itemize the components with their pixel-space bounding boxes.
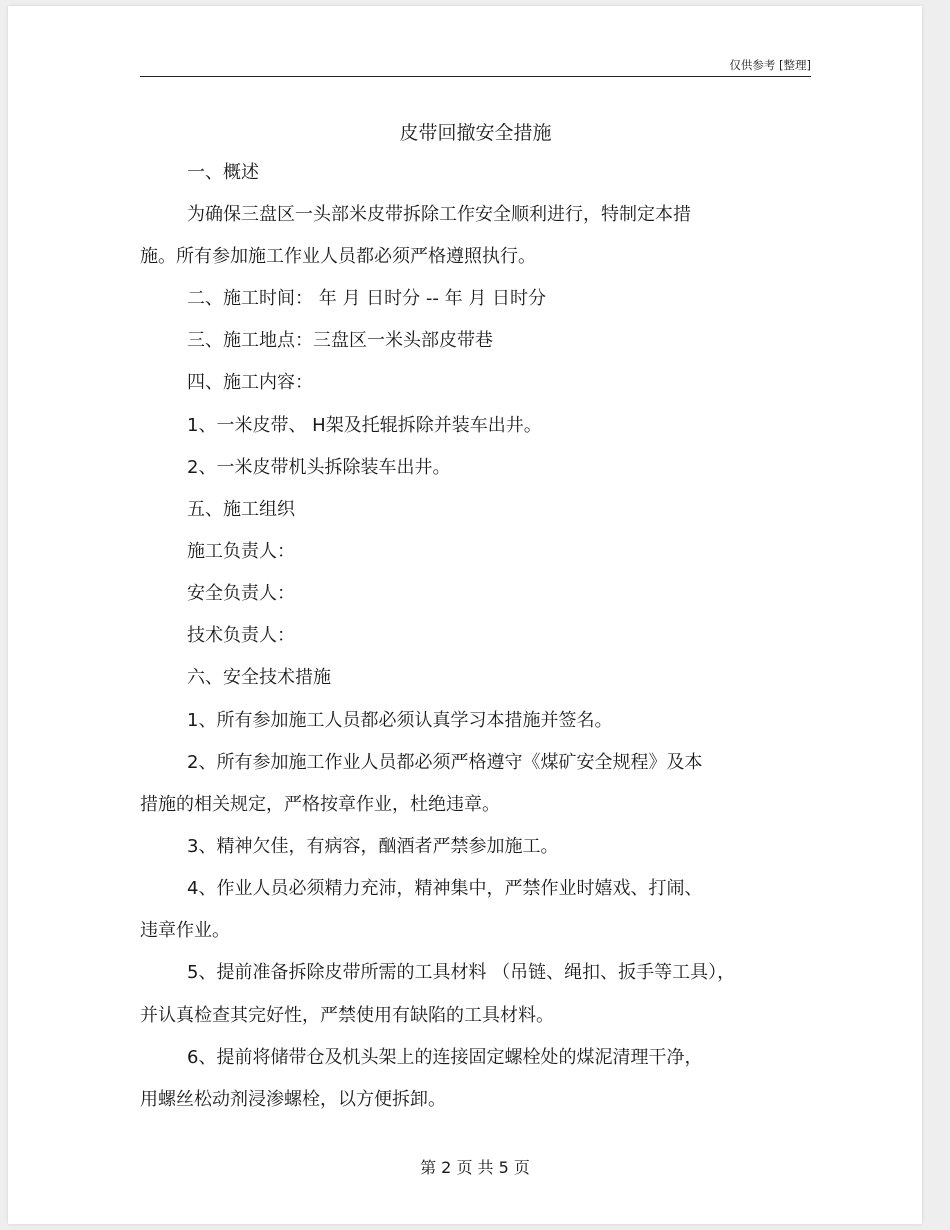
role-safety-lead: 安全负责人： (187, 583, 295, 604)
paragraph-purpose: 为确保三盘区一头部米皮带拆除工作安全顺利进行，特制定本措 (187, 204, 691, 225)
section-heading-location: 三、施工地点：三盘区一米头部皮带巷 (187, 330, 493, 351)
safety-item-5: 5、提前准备拆除皮带所需的工具材料 （吊链、绳扣、扳手等工具）， (187, 962, 736, 983)
safety-item-4-cont: 违章作业。 (140, 920, 230, 941)
safety-item-2-cont: 措施的相关规定，严格按章作业，杜绝违章。 (140, 794, 500, 815)
section-heading-time: 二、施工时间： 年 月 日时分 -- 年 月 日时分 (187, 288, 547, 309)
content-item-1: 1、一米皮带、 H架及托辊拆除并装车出井。 (187, 415, 542, 436)
section-heading-overview: 一、概述 (187, 162, 259, 183)
page-number-footer: 第 2 页 共 5 页 (420, 1158, 530, 1177)
paragraph-purpose-cont: 施。所有参加施工作业人员都必须严格遵照执行。 (140, 246, 536, 267)
role-construction-lead: 施工负责人： (187, 541, 295, 562)
section-heading-content: 四、施工内容： (187, 372, 313, 393)
safety-item-1: 1、所有参加施工人员都必须认真学习本措施并签名。 (187, 710, 613, 731)
content-item-2: 2、一米皮带机头拆除装车出井。 (187, 457, 451, 478)
header-divider (140, 76, 811, 77)
safety-item-4: 4、作业人员必须精力充沛，精神集中，严禁作业时嬉戏、打闹、 (187, 878, 703, 899)
safety-item-5-cont: 并认真检查其完好性，严禁使用有缺陷的工具材料。 (140, 1005, 554, 1026)
document-title: 皮带回撤安全措施 (399, 122, 552, 144)
document-page (8, 6, 922, 1224)
role-technical-lead: 技术负责人： (187, 625, 295, 646)
safety-item-6: 6、提前将储带仓及机头架上的连接固定螺栓处的煤泥清理干净， (187, 1047, 703, 1068)
section-heading-organization: 五、施工组织 (187, 499, 295, 520)
safety-item-2: 2、所有参加施工作业人员都必须严格遵守《煤矿安全规程》及本 (187, 752, 703, 773)
safety-item-3: 3、精神欠佳，有病容，酗酒者严禁参加施工。 (187, 836, 559, 857)
header-note: 仅供参考 [整理] (729, 58, 811, 72)
section-heading-safety: 六、安全技术措施 (187, 667, 331, 688)
safety-item-6-cont: 用螺丝松动剂浸渗螺栓，以方便拆卸。 (140, 1089, 446, 1110)
